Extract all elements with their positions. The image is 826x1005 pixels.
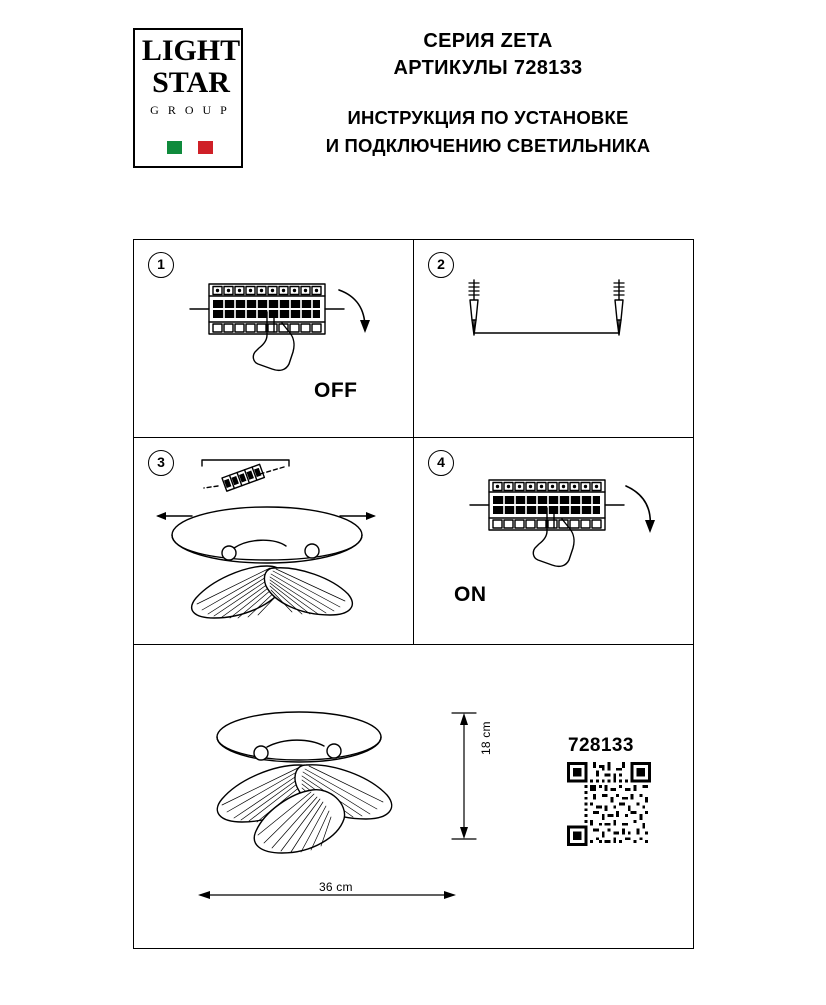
step-number-4: 4 bbox=[428, 450, 454, 476]
document-header bbox=[0, 0, 826, 200]
instruction-panel-grid bbox=[133, 239, 694, 949]
height-dimension-label: 18 cm bbox=[479, 721, 493, 755]
switch-off-label: OFF bbox=[314, 379, 358, 402]
logo-line-2: STAR bbox=[152, 66, 230, 99]
logo-line-3: G R O U P bbox=[150, 103, 230, 117]
step-panel-3 bbox=[134, 438, 414, 645]
step-panel-1 bbox=[134, 240, 414, 438]
brand-logo bbox=[133, 28, 243, 168]
step-panel-4 bbox=[414, 438, 693, 645]
instruction-title-line-1: ИНСТРУКЦИЯ ПО УСТАНОВКЕ bbox=[347, 107, 629, 128]
switch-on-label: ON bbox=[454, 583, 487, 606]
qr-code-icon bbox=[567, 762, 651, 846]
step-number-2: 2 bbox=[428, 252, 454, 278]
logo-line-1: LIGHT bbox=[141, 34, 241, 67]
step-number-1: 1 bbox=[148, 252, 174, 278]
logo-wordmark bbox=[135, 36, 245, 116]
italy-flag-icon bbox=[167, 141, 213, 154]
product-article-code: 728133 bbox=[568, 735, 634, 756]
instruction-title-line-2: И ПОДКЛЮЧЕНИЮ СВЕТИЛЬНИКА bbox=[325, 134, 651, 156]
step-number-3: 3 bbox=[148, 450, 174, 476]
step-panel-2 bbox=[414, 240, 693, 438]
series-name: СЕРИЯ ZETA bbox=[423, 30, 553, 52]
article-number: АРТИКУЛЫ 728133 bbox=[393, 57, 583, 79]
header-text-block bbox=[278, 28, 698, 160]
width-dimension-label: 36 cm bbox=[319, 880, 353, 894]
